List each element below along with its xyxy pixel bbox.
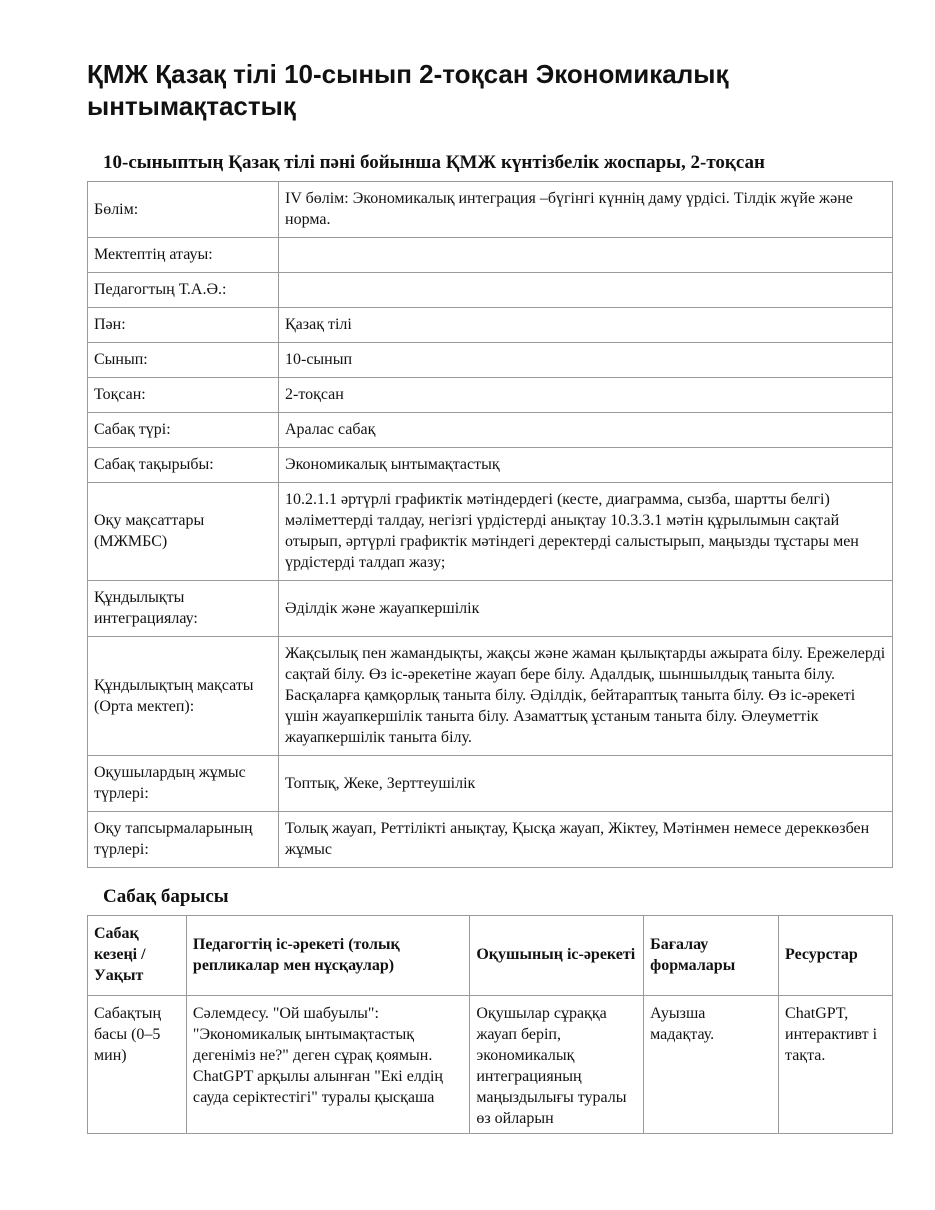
lesson-progress-heading: Сабақ барысы	[103, 886, 229, 907]
table-row	[88, 637, 893, 756]
row-label-school: Мектептің атауы:	[88, 238, 279, 273]
row-value-quarter: 2-тоқсан	[279, 378, 893, 413]
lesson-plan-table	[87, 181, 893, 868]
table-row	[88, 413, 893, 448]
table-row	[88, 756, 893, 812]
cell-stage: Сабақтың басы (0–5 мин)	[88, 996, 187, 1134]
table-row	[88, 238, 893, 273]
table-header-row	[88, 916, 893, 996]
row-value-subject: Қазақ тілі	[279, 308, 893, 343]
row-value-teacher	[279, 273, 893, 308]
row-label-value-integration: Құндылықты интеграциялау:	[88, 581, 279, 637]
table-row	[88, 996, 893, 1134]
column-header-resources: Ресурстар	[779, 916, 893, 996]
document-page	[87, 58, 893, 1134]
row-label-section: Бөлім:	[88, 182, 279, 238]
cell-resources: ChatGPT, интерактивт і тақта.	[779, 996, 893, 1134]
table-row	[88, 378, 893, 413]
table-row	[88, 483, 893, 581]
row-value-value-goal: Жақсылық пен жамандықты, жақсы және жаман қылықтарды ажырата білу. Ережелерді сақтай білу. Өз іс-әрекетіне жауап бере білу. Адалдық, шыншылдық таныта білу. Басқаларға қамқорлық таныта білу. Әділдік, бейтараптық таныта білу. Өз іс-әрекеті үшін жауапкершілік таныта білу. Азаматтық ұстаным таныта білу. Әлеуметтік жауапкершілік таныта білу.	[279, 637, 893, 756]
row-label-value-goal: Құндылықтың мақсаты (Орта мектеп):	[88, 637, 279, 756]
column-header-assessment: Бағалау формалары	[644, 916, 779, 996]
table-row	[88, 308, 893, 343]
table-row	[88, 273, 893, 308]
row-value-school	[279, 238, 893, 273]
cell-assessment: Ауызша мадақтау.	[644, 996, 779, 1134]
column-header-stage: Сабақ кезеңі / Уақыт	[88, 916, 187, 996]
table-row	[88, 448, 893, 483]
column-header-teacher-activity: Педагогтің іс-әрекеті (толық репликалар мен нұсқаулар)	[186, 916, 469, 996]
table-row	[88, 581, 893, 637]
table-row	[88, 812, 893, 868]
row-label-lesson-topic: Сабақ тақырыбы:	[88, 448, 279, 483]
row-value-lesson-topic: Экономикалық ынтымақтастық	[279, 448, 893, 483]
row-label-work-types: Оқушылардың жұмыс түрлері:	[88, 756, 279, 812]
cell-teacher-activity: Сәлемдесу. "Ой шабуылы": "Экономикалық ынтымақтастық дегеніміз не?" деген сұрақ қоямын. ChatGPT арқылы алынған "Екі елдің сауда серіктестігі" туралы қысқаша	[186, 996, 469, 1134]
document-title: ҚМЖ Қазақ тілі 10-сынып 2-тоқсан Экономикалық ынтымақтастық	[87, 59, 729, 121]
row-label-teacher: Педагогтың Т.А.Ә.:	[88, 273, 279, 308]
row-label-grade: Сынып:	[88, 343, 279, 378]
row-value-task-types: Толық жауап, Реттілікті анықтау, Қысқа жауап, Жіктеу, Мәтінмен немесе дереккөзбен жұмыс	[279, 812, 893, 868]
row-label-quarter: Тоқсан:	[88, 378, 279, 413]
row-value-grade: 10-сынып	[279, 343, 893, 378]
row-label-lesson-type: Сабақ түрі:	[88, 413, 279, 448]
row-label-task-types: Оқу тапсырмаларының түрлері:	[88, 812, 279, 868]
row-value-work-types: Топтық, Жеке, Зерттеушілік	[279, 756, 893, 812]
row-label-objectives: Оқу мақсаттары (МЖМБС)	[88, 483, 279, 581]
row-label-subject: Пән:	[88, 308, 279, 343]
lesson-progress-table	[87, 915, 893, 1134]
table-row	[88, 343, 893, 378]
row-value-lesson-type: Аралас сабақ	[279, 413, 893, 448]
row-value-objectives: 10.2.1.1 әртүрлі графиктік мәтіндердегі (кесте, диаграмма, сызба, шартты белгі) мәліметтерді талдау, негізгі үрдістерді анықтау 10.3.3.1 мәтін құрылымын сақтай отырып, әртүрлі графиктік мәтіндегі деректерді салыстырып, маңызды тұстары мен үрдістерді талдап жазу;	[279, 483, 893, 581]
row-value-section: IV бөлім: Экономикалық интеграция –бүгінгі күннің даму үрдісі. Тілдік жүйе және норма.	[279, 182, 893, 238]
column-header-student-activity: Оқушының іс-әрекеті	[470, 916, 644, 996]
cell-student-activity: Оқушылар сұраққа жауап беріп, экономикалық интеграцияның маңыздылығы туралы өз ойларын	[470, 996, 644, 1134]
plan-heading: 10-сыныптың Қазақ тілі пәні бойынша ҚМЖ күнтізбелік жоспары, 2-тоқсан	[103, 152, 765, 173]
table-row	[88, 182, 893, 238]
row-value-value-integration: Әділдік және жауапкершілік	[279, 581, 893, 637]
